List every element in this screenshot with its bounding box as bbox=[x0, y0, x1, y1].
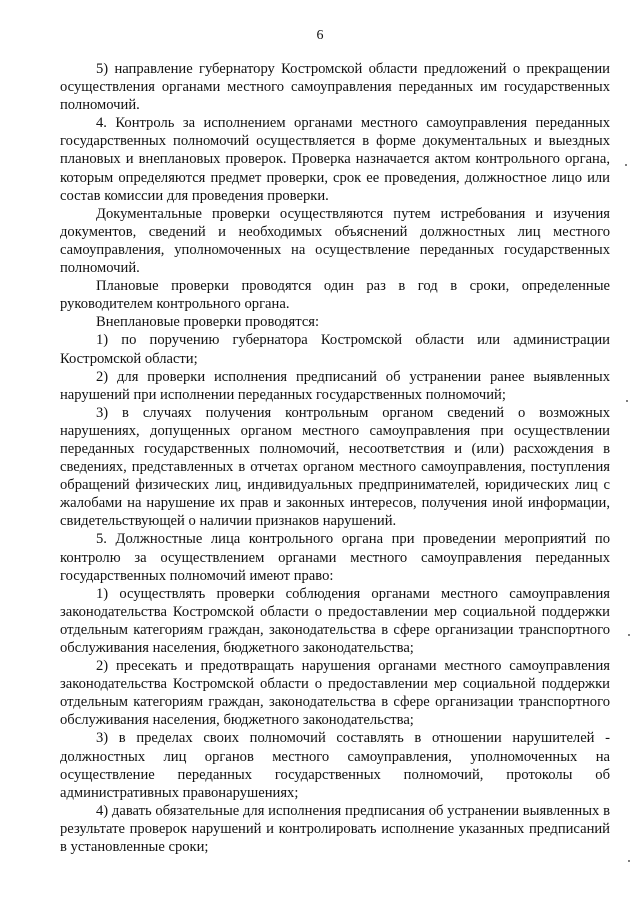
paragraph-documentary-checks: Документальные проверки осуществляются путем истребования и изучения документов, сведений и необходимых объяснений должностных лиц местного самоуправления, уполномоченных на осуществление переданных государственных полномочий. bbox=[60, 205, 610, 277]
paragraph-unplanned-item-2: 2) для проверки исполнения предписаний об устранении ранее выявленных нарушений при исполнении переданных государственных полномочий; bbox=[60, 368, 610, 403]
paragraph-planned-checks: Плановые проверки проводятся один раз в год в сроки, определенные руководителем контрольного органа. bbox=[60, 278, 610, 313]
paragraph-unplanned-checks-intro: Внеплановые проверки проводятся: bbox=[96, 314, 320, 331]
document-body bbox=[60, 60, 610, 856]
paragraph-unplanned-item-1: 1) по поручению губернатора Костромской области или администрации Костромской области; bbox=[60, 332, 610, 367]
scan-speck bbox=[628, 634, 630, 636]
paragraph-rights-item-3: 3) в пределах своих полномочий составлять в отношении нарушителей - должностных лиц органов местного самоуправления, уполномоченных на осуществление переданных государственных полномочий, протоколы об административных правонарушениях; bbox=[60, 730, 610, 801]
paragraph-item-5-proposal: 5) направление губернатору Костромской области предложений о прекращении осуществления органами местного самоуправления переданных им государственных полномочий. bbox=[60, 61, 610, 114]
page-number: 6 bbox=[316, 28, 324, 43]
paragraph-rights-item-4: 4) давать обязательные для исполнения предписания об устранении выявленных в результате проверок нарушений и контролировать исполнение указанных предписаний в установленные сроки; bbox=[60, 802, 610, 856]
paragraph-control-forms: 4. Контроль за исполнением органами местного самоуправления переданных государственных полномочий осуществляется в форме документальных и выездных плановых и внеплановых проверок. Проверка назначается актом контрольного органа, которым определяются предмет проверки, срок ее проведения, должностное лицо или состав комиссии для проведения проверки. bbox=[60, 115, 610, 204]
paragraph-unplanned-item-3: 3) в случаях получения контрольным органом сведений о возможных нарушениях, допущенных органом местного самоуправления при осуществлении переданных государственных полномочий, несоответствия и (или) расхождения в сведениях, представленных в отчетах органом местного самоуправления, поступления обращений физических лиц, индивидуальных предпринимателей, юридических лиц с жалобами на нарушение их прав и законных интересов, получения иной информации, свидетельствующей о наличии признаков нарушений. bbox=[60, 404, 610, 530]
scan-speck bbox=[625, 164, 627, 166]
scan-speck bbox=[626, 400, 628, 402]
paragraph-rights-item-2: 2) пресекать и предотвращать нарушения органами местного самоуправления законодательства Костромской области о предоставлении мер социальной поддержки отдельным категориям граждан, законодательства в сфере организации транспортного обслуживания населения, бюджетного законодательства; bbox=[60, 658, 610, 729]
paragraph-rights-item-1: 1) осуществлять проверки соблюдения органами местного самоуправления законодательства Костромской области о предоставлении мер социальной поддержки отдельным категориям граждан, законодательства в сфере организации транспортного обслуживания населения, бюджетного законодательства; bbox=[60, 585, 610, 656]
paragraph-officials-rights: 5. Должностные лица контрольного органа при проведении мероприятий по контролю за осуществлением органами местного самоуправления переданных государственных полномочий имеют право: bbox=[60, 531, 610, 584]
scan-speck bbox=[628, 860, 630, 862]
